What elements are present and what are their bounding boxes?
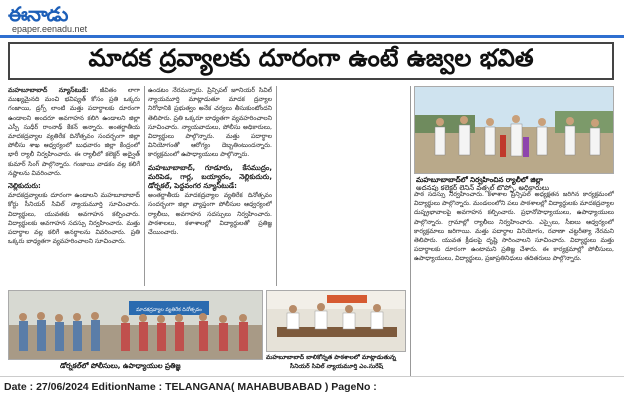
edition-footer: Date : 27/06/2024 EditionName : TELANGANA( MAHABUBABAD ) PageNo :: [4, 381, 377, 393]
speech-photo-caption-line-1: మహబూబాబాద్‌ బాలికోన్నత పాఠశాలలో మాట్లాడుతున్న: [266, 354, 396, 361]
column-divider: [276, 86, 277, 286]
rally-photo-image: [415, 87, 614, 174]
article-headline: మాదక ద్రవ్యాలకు దూరంగా ఉంటే ఉజ్వల భవిత: [88, 44, 534, 72]
footer-separator: [0, 376, 624, 377]
headline-box: [8, 42, 614, 80]
speech-photo: [266, 290, 406, 352]
column-divider: [144, 86, 145, 286]
article-column-3: [414, 190, 614, 366]
pledge-photo-image: [9, 291, 263, 360]
rally-photo-caption-line-2: అదనపు కలెక్టర్‌ లెనిన్‌ వత్సల్‌ టొప్పో, అధికారులు: [416, 184, 550, 192]
speech-photo-caption-line-2: సీనియర్‌ సివిల్‌ న్యాయమూర్తి ఎం.సురేష్‌: [290, 363, 384, 370]
column-2-text-2: అంతర్జాతీయ మాదకద్రవ్యాల వ్యతిరేక దినోత్సవం సందర్భంగా జిల్లా వ్యాప్తంగా పోలీసుల ఆధ్వర్యంలో ర్యాలీలు, అవగాహన సదస్సులు నిర్వహించారు. పాఠశాలలు, కళాశాలల్లో విద్యార్థులతో ప్రతిజ్ఞ చేయించారు.: [148, 192, 272, 237]
speech-photo-image: [267, 291, 406, 352]
column-1-text-2: మాదకద్రవ్యాలకు దూరంగా ఉండాలని మహబూబాబాద్‌ కోర్టు సీనియర్‌ సివిల్‌ న్యాయమూర్తి సూచించారు. విద్యార్థులు, యువతకు అవగాహన కల్పించారు. విద్యార్థులకు అవగాహన సదస్సు నిర్వహించారు. మత్తు పదార్థాల వల్ల కలిగే అనర్థాలను వివరించారు. ప్రతి ఒక్కరు బాధ్యతగా వ్యవహరించాలని సూచించారు.: [8, 192, 140, 246]
subhead-nellikuduru: నెల్లికుదురు:: [8, 182, 41, 191]
rally-photo-caption-line-1: మహబూబాబాద్‌లో నిర్వహించిన ర్యాలీలో జిల్లా: [416, 176, 543, 184]
newspaper-logo[interactable]: ఈనాడు: [8, 2, 68, 26]
pledge-photo-caption: డోర్నకల్‌లో పోలీసులు, ఉపాధ్యాయుల ప్రతిజ్ఞ: [60, 362, 181, 370]
article-column-2: [148, 86, 272, 286]
column-2-text: ఉండటం నేరమన్నారు. ప్రిన్సిపల్‌ జూనియర్‌ సివిల్‌ న్యాయమూర్తి మాట్లాడుతూ మాదక ద్రవ్యాల నిరోధానికి ప్రభుత్వం అనేక చర్యలు తీసుకుంటోందని తెలిపారు. ప్రతి ఒక్కరూ బాధ్యతగా వ్యవహరించాలని సూచించారు. న్యాయవాదులు, పోలీసు అధికారులు, విద్యార్థులు పాల్గొన్నారు. మత్తు పదార్థాల వినియోగంతో ఆరోగ్యం దెబ్బతింటుందన్నారు. కార్యక్రమంలో ఉపాధ్యాయులు పాల్గొన్నారు.: [148, 87, 272, 159]
pledge-photo: [8, 290, 263, 360]
column-divider: [410, 86, 411, 376]
subhead-mandals: మహబూబాబాద్‌, గూడూరు, కేసముద్రం, మరిపెడ, గార్ల, బయ్యారం, నెల్లికుదురు, డోర్నకల్‌, పెద్దవంగర న్యూస్‌టుడే:: [148, 163, 272, 191]
column-1-text: జీవితం లాగా ముఖ్యమైనది మంచి భవిష్యత్‌ కోసం ప్రతి ఒక్కరు గంజాయి, డ్రగ్స్‌ లాంటి మత్తు పదార్థాలకు దూరంగా ఉండాలని అందరూ అవగాహన కలిగి ఉండాలని జిల్లా ఎస్పీ సుధీర్‌ రాంనాథ్‌ కేకన్‌ అన్నారు. అంతర్జాతీయ మాదకద్రవ్యాల వ్యతిరేక దినోత్సవం సందర్భంగా జిల్లా పోలీసు శాఖ ఆధ్వర్యంలో బుధవారం జిల్లా కేంద్రంలో భారీ ర్యాలీ నిర్వహించారు. ఈ ర్యాలీలో కలెక్టర్‌ అద్వైత్‌ కుమార్‌ సింగ్‌ పాల్గొన్నారు. గంజాయి వాడకం వల్ల కలిగే నష్టాలను వివరించారు.: [8, 87, 140, 177]
site-url[interactable]: epaper.eenadu.net: [12, 24, 88, 34]
masthead: [0, 0, 624, 40]
dateline: మహబూబాబాద్‌ న్యూస్‌టుడే:: [8, 87, 89, 94]
pledge-banner-text: మాదకద్రవ్యాల వ్యతిరేక దినోత్సవం: [136, 307, 202, 313]
rally-photo: [414, 86, 614, 174]
column-3-text: పాఠ సదస్సు నిర్వహించారు. కళాశాల ప్రిన్సిపల్‌ అధ్యక్షతన జరిగిన కార్యక్రమంలో విద్యార్థులు పాల్గొన్నారు. మండలంలోని పలు పాఠశాలల్లో విద్యార్థులకు మాదకద్రవ్యాల దుష్ప్రభావాలపై అవగాహన కల్పించారు. ప్రధానోపాధ్యాయులు, ఉపాధ్యాయులు పాల్గొన్నారు. గ్రామాల్లో ర్యాలీలు నిర్వహించారు. ఎస్సైలు, సీఐలు ఆధ్వర్యంలో కార్యక్రమాలు జరిగాయి. మత్తు పదార్థాల వినియోగం, రవాణా చట్టరీత్యా నేరమని తెలిపారు. యువత క్రీడలపై దృష్టి సారించాలని సూచించారు. విద్యార్థులు మత్తు పదార్థాలకు దూరంగా ఉంటామని ప్రతిజ్ఞ చేశారు. ఈ కార్యక్రమాల్లో పోలీసులు, ఉపాధ్యాయులు, విద్యార్థులు, ప్రజాప్రతినిధులు తదితరులు పాల్గొన్నారు.: [414, 191, 614, 263]
article-column-1: [8, 86, 140, 286]
masthead-bar: [0, 35, 624, 38]
